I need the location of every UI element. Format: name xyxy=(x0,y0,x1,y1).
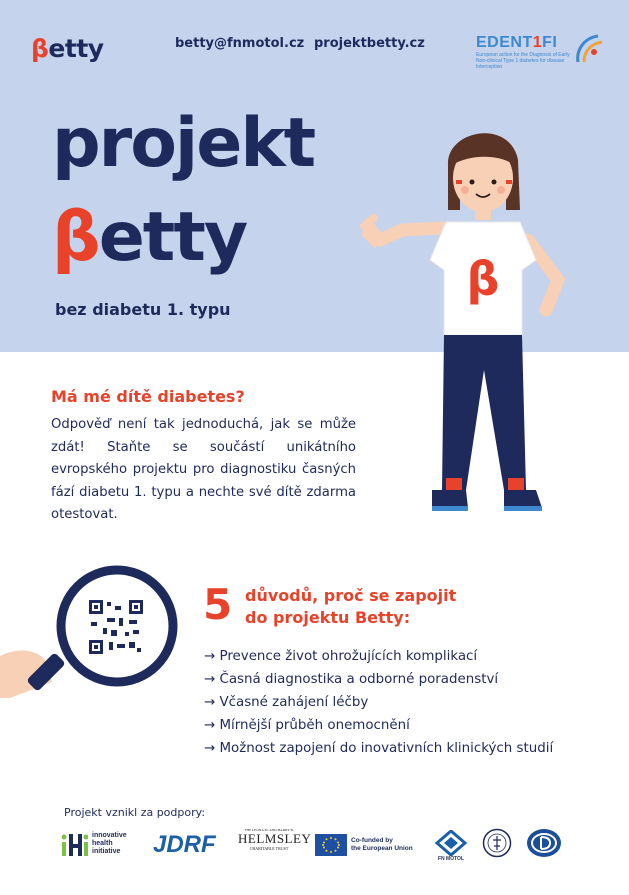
question-body: Odpověď není tak jednoduchá, jak se může zdát! Staňte se součástí unikátního evropského projektu pro diagnostiku časných fází diabetu 1. typu a nechte své dítě zdarma otestovat. xyxy=(51,417,356,522)
edent-title: EDENT1FI xyxy=(476,34,558,51)
edent-subtitle: European action for the Diagnosis of Early Non-clinical Type 1 diabetes for disease Interception xyxy=(476,52,570,70)
girl-illustration xyxy=(360,110,590,525)
ihi-mark-icon xyxy=(62,832,88,858)
hero-title-line1: projekt xyxy=(52,104,315,183)
edent1fi-logo xyxy=(476,34,606,74)
list-item: → Časná diagnostika a odborné poradenství xyxy=(204,672,499,687)
eu-flag-icon xyxy=(315,834,347,856)
reasons-number: 5 xyxy=(203,580,233,629)
shirt-beta: β xyxy=(466,252,500,306)
jdrf-logo: JDRF xyxy=(153,831,216,858)
fn-motol-logo: FN MOTOL xyxy=(434,828,468,864)
website-link[interactable]: projektbetty.cz xyxy=(314,36,425,51)
list-item: → Mírnější průběh onemocnění xyxy=(204,718,410,733)
seal-icon xyxy=(482,828,512,858)
hero-title-line2: βetty xyxy=(52,198,247,277)
reasons-heading: důvodů, proč se zapojit do projektu Betty: xyxy=(245,586,457,627)
list-item: → Prevence život ohrožujících komplikací xyxy=(204,649,478,664)
question-heading: Má mé dítě diabetes? xyxy=(51,387,245,406)
ihi-logo: innovative health initiative xyxy=(62,828,142,864)
contact-email[interactable]: betty@fnmotol.cz xyxy=(175,36,305,51)
eu-cofunded-logo: Co-funded by the European Union xyxy=(315,828,425,864)
reasons-list xyxy=(204,645,553,760)
helmsley-logo: THE LEONA M. AND HARRY B. HELMSLEY CHARITABLE TRUST xyxy=(238,828,312,851)
fn-motol-mark-icon xyxy=(434,830,468,856)
d-society-logo xyxy=(526,828,562,864)
d-mark-icon xyxy=(526,828,562,858)
edent-swirl-icon xyxy=(574,32,606,66)
university-seal-logo xyxy=(482,828,512,864)
qr-code-icon xyxy=(89,600,143,654)
betty-logo[interactable]: βetty xyxy=(31,34,104,63)
magnifier-qr-illustration xyxy=(0,560,200,700)
list-item: → Včasné zahájení léčby xyxy=(204,695,369,710)
hero-subtitle: bez diabetu 1. typu xyxy=(55,300,231,319)
support-label: Projekt vznikl za podpory: xyxy=(64,806,206,819)
list-item: → Možnost zapojení do inovativních klinických studií xyxy=(204,741,554,756)
